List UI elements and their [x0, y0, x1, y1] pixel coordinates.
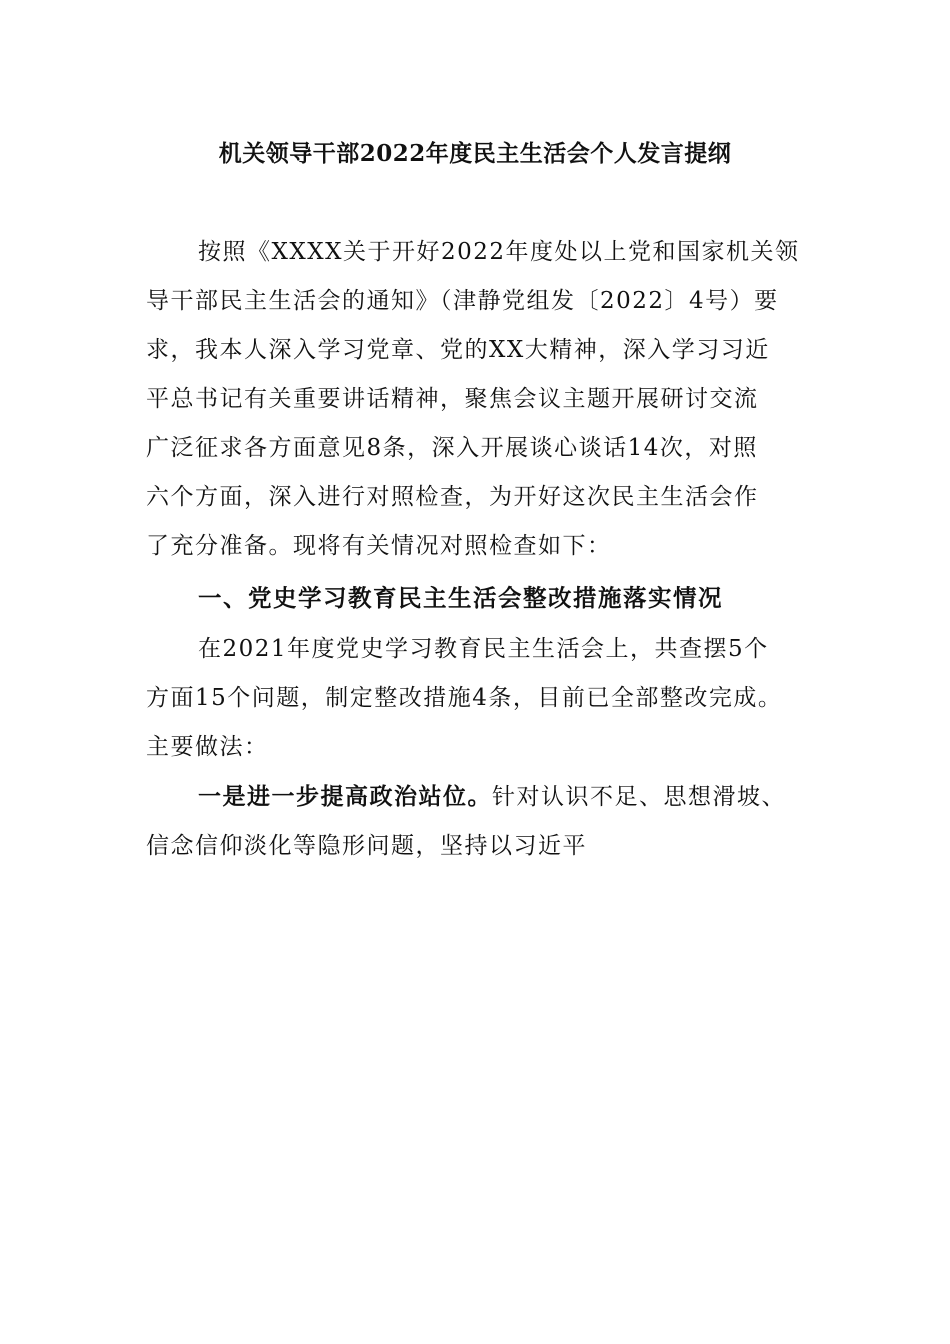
paragraph-line: 平总书记有关重要讲话精神，聚焦会议主题开展研讨交流 [146, 386, 759, 412]
document-title: 机关领导干部2022年度民主生活会个人发言提纲 [218, 140, 732, 167]
point-text: 针对认识不足、思想滑坡、 [492, 784, 786, 810]
paragraph-line: 了充分准备。现将有关情况对照检查如下： [146, 533, 612, 559]
paragraph-line: 主要做法： [146, 734, 269, 760]
paragraph-line: 在2021年度党史学习教育民主生活会上，共查摆5个 [198, 636, 769, 662]
paragraph-line: 广泛征求各方面意见8条，深入开展谈心谈话14次，对照 [146, 435, 758, 461]
paragraph-line: 导干部民主生活会的通知》（津静党组发〔2022〕4号）要 [146, 288, 779, 314]
paragraph-line: 方面15个问题，制定整改措施4条，目前已全部整改完成。 [146, 685, 783, 711]
paragraph-line: 求，我本人深入学习党章、党的XX大精神，深入学习习近 [146, 337, 770, 363]
point-heading: 一是进一步提高政治站位。 [198, 783, 492, 810]
paragraph-line: 信念信仰淡化等隐形问题，坚持以习近平 [146, 833, 587, 859]
section-heading: 一、党史学习教育民主生活会整改措施落实情况 [198, 584, 723, 612]
paragraph-line: 按照《XXXX关于开好2022年度处以上党和国家机关领 [198, 239, 800, 265]
paragraph-line: 六个方面，深入进行对照检查，为开好这次民主生活会作 [146, 484, 759, 510]
point-line [198, 781, 786, 813]
